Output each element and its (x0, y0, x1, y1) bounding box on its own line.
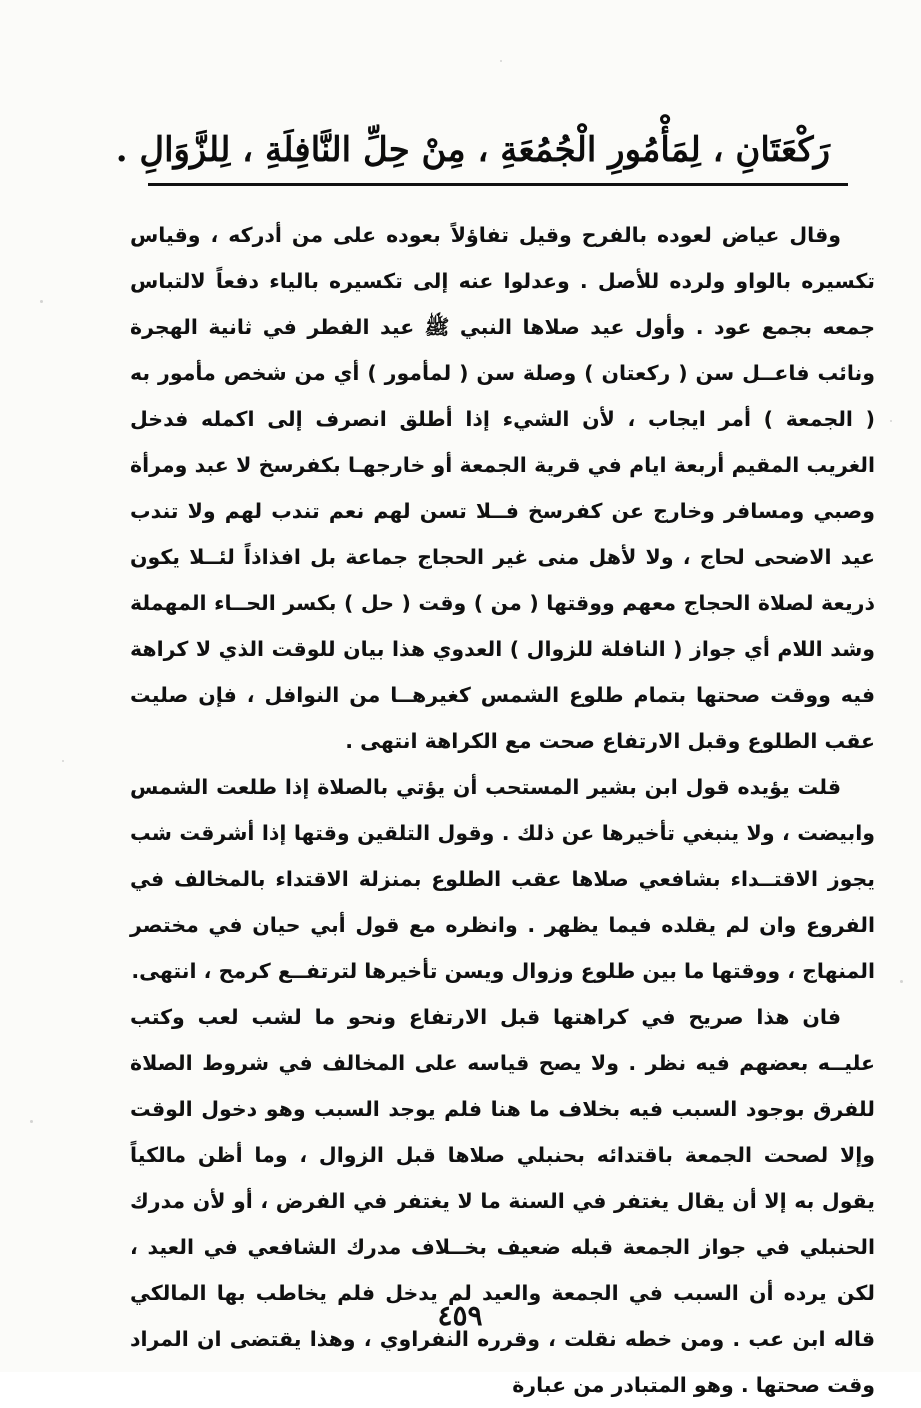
scan-speckle (890, 420, 892, 422)
scan-speckle (900, 980, 903, 983)
scan-speckle (500, 60, 502, 62)
page-header-title: رَكْعَتَانِ ، لِمَأْمُورِ الْجُمُعَةِ ، مِنْ حِلِّ النَّافِلَةِ ، لِلزَّوَالِ . (115, 130, 830, 170)
header-divider-rule (148, 183, 848, 186)
page-number: ٤٥٩ (437, 1299, 483, 1332)
paragraph-3: فان هذا صريح في كراهتها قبل الارتفاع ونحو ما لشب لعب وكتب عليــه بعضهم فيه نظر . ولا يصح قياسه على المخالف في شروط الصلاة للفرق بوجود السبب فيه بخلاف ما هنا فلم يوجد السبب وهو دخول الوقت وإلا لصحت الجمعة باقتدائه بحنبلي صلاها قبل الزوال ، وما أظن مالكياً يقول به إلا أن يقال يغتفر في السنة ما لا يغتفر في الفرض ، أو لأن مدرك الحنبلي في جواز الجمعة قبله ضعيف بخــلاف مدرك الشافعي في العيد ، لكن يرده أن السبب في الجمعة والعيد لم يدخل فلم يخاطب بها المالكي قاله ابن عب . ومن خطه نقلت ، وقرره النفراوي ، وهذا يقتضى ان المراد وقت صحتها . وهو المتبادر من عبارة (130, 1005, 875, 1397)
scan-speckle (40, 300, 43, 303)
paragraph-1: وقال عياض لعوده بالفرح وقيل تفاؤلاً بعوده على من أدركه ، وقياس تكسيره بالواو ولرده للأصل . وعدلوا عنه إلى تكسيره بالياء دفعاً لالتباس جمعه بجمع عود . وأول عيد صلاها النبي ﷺ عيد الفطر في ثانية الهجرة ونائب فاعــل سن ( ركعتان ) وصلة سن ( لمأمور ) أي من شخص مأمور به ( الجمعة ) أمر ايجاب ، لأن الشيء إذا أطلق انصرف إلى اكمله فدخل الغريب المقيم أربعة ايام في قرية الجمعة أو خارجهـا بكفرسخ لا عبد ومرأة وصبي ومسافر وخارج عن كفرسخ فــلا تسن لهم نعم تندب لهم ولا تندب عيد الاضحى لحاج ، ولا لأهل منى غير الحجاج جماعة بل افذاذاً لئــلا يكون ذريعة لصلاة الحجاج معهم ووقتها ( من ) وقت ( حل ) بكسر الحــاء المهملة وشد اللام أي جواز ( النافلة للزوال ) العدوي هذا بيان للوقت الذي لا كراهة فيه ووقت صحتها بتمام طلوع الشمس كغيرهــا من النوافل ، فإن صليت عقب الطلوع وقبل الارتفاع صحت مع الكراهة انتهى . (130, 223, 875, 753)
paragraph-2: قلت يؤيده قول ابن بشير المستحب أن يؤتي بالصلاة إذا طلعت الشمس وابيضت ، ولا ينبغي تأخيرها عن ذلك . وقول التلقين وقتها إذا أشرقت شب يجوز الاقتــداء بشافعي صلاها عقب الطلوع بمنزلة الاقتداء بالمخالف في الفروع وان لم يقلده فيما يظهر . وانظره مع قول أبي حيان في مختصر المنهاج ، ووقتها ما بين طلوع وزوال ويسن تأخيرها لترتفــع كرمح ، انتهى. (130, 775, 875, 983)
scan-speckle (62, 760, 64, 762)
scan-speckle (30, 1120, 33, 1123)
